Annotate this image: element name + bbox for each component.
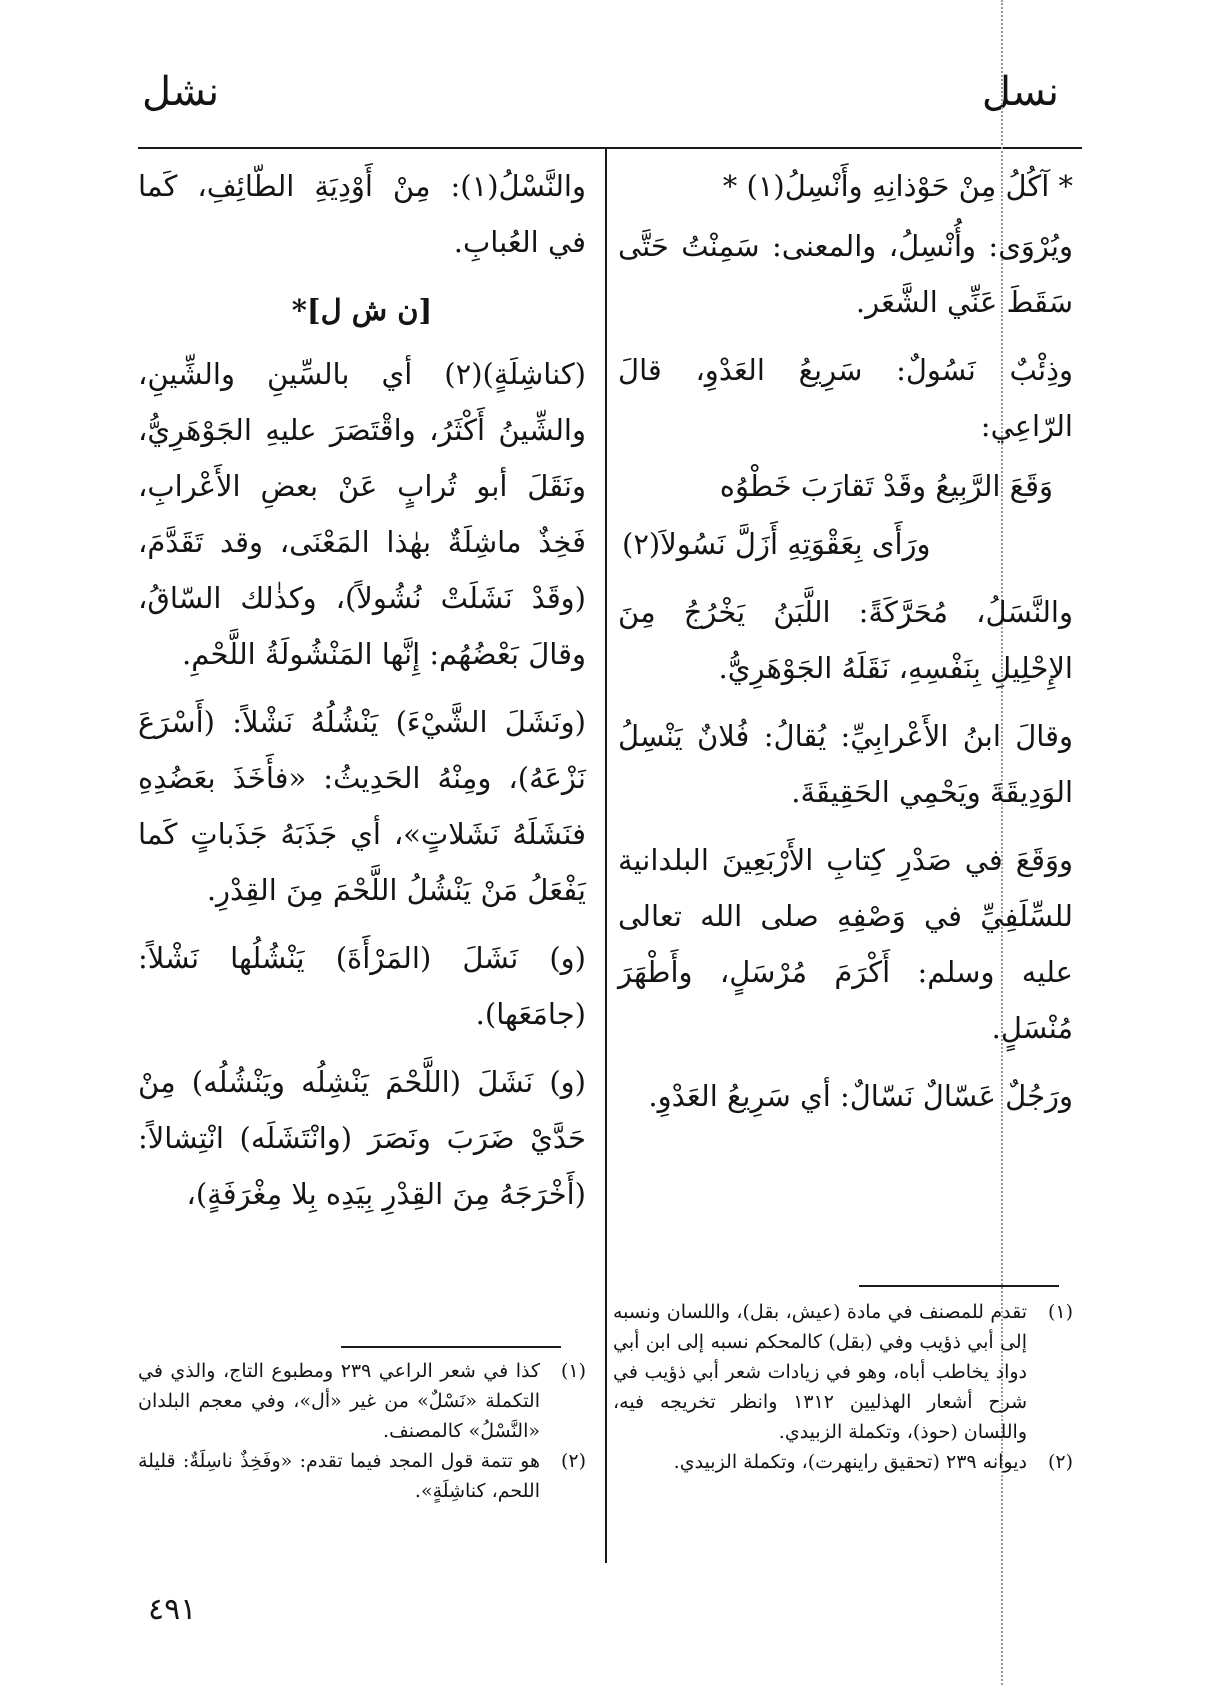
paragraph: (و) نَشَلَ (اللَّحْمَ يَنْشِلُه ويَنْشُلُه) مِنْ حَدَّيْ ضَرَبَ ونَصَرَ (وانْتَشَلَه) انْتِشالاً: (أَخْرَجَهُ مِنَ القِدْرِ بِيَدِه بِلا مِغْرَفَةٍ)، bbox=[138, 1065, 586, 1211]
paragraph: والنَّسْلُ(١): مِنْ أَوْدِيَةِ الطّائِفِ، كَما في العُبابِ. bbox=[138, 169, 586, 259]
paragraph: وذِئْبٌ نَسُولٌ: سَرِيعُ العَدْوِ، قالَ الرّاعِي: bbox=[618, 353, 1073, 443]
paragraph: وقالَ ابنُ الأَعْرابِيِّ: يُقالُ: فُلانٌ يَنْسِلُ الوَدِيقَةَ ويَحْمِي الحَقِيقَةَ. bbox=[618, 719, 1073, 809]
right-column bbox=[618, 158, 1073, 1136]
footnote-number: (٢) bbox=[560, 1450, 586, 1472]
footnote-text: ديوانه ٢٣٩ (تحقيق راينهرت)، وتكملة الزبيدي. bbox=[673, 1451, 1027, 1473]
left-column bbox=[138, 158, 586, 1234]
footnotes-left bbox=[138, 1356, 586, 1506]
paragraph: (كناشِلَةٍ)(٢) أي بالسِّينِ والشِّينِ، والشِّينُ أَكْثَرُ، واقْتَصَرَ عليهِ الجَوْهَرِيُّ، ونَقَلَ أبو تُرابٍ عَنْ بعضِ الأَعْرابِ، فَخِذٌ ماشِلَةٌ بهٰذا المَعْنَى، وقد تَقَدَّمَ، (وقَدْ نَشَلَتْ نُشُولاً)، وكذٰلك السّاقُ، وقالَ بَعْضُهُم: إِنَّها المَنْشُولَةُ اللَّحْمِ. bbox=[138, 357, 586, 671]
paragraph: والنَّسَلُ، مُحَرَّكَةً: اللَّبَنُ يَخْرُجُ مِنَ الإِحْلِيلِ بِنَفْسِهِ، نَقَلَهُ الجَوْهَرِيُّ. bbox=[618, 595, 1073, 685]
verse-line: * آكُلُ مِنْ حَوْذانِهِ وأَنْسِلُ(١) * bbox=[722, 169, 1073, 203]
footnote-number: (١) bbox=[1047, 1301, 1073, 1323]
footnote-rule-right bbox=[859, 1285, 1059, 1287]
footnotes-right bbox=[613, 1297, 1073, 1477]
page-number: ٤٩١ bbox=[148, 1592, 197, 1627]
poem-hemistich-1: وَقَعَ الرَّبِيعُ وقَدْ تَقارَبَ خَطْوُه bbox=[719, 469, 1053, 503]
footnote-rule-left bbox=[341, 1346, 561, 1348]
footnote-item bbox=[613, 1297, 1073, 1447]
paragraph: (ونَشَلَ الشَّيْءَ) يَنْشُلُهُ نَشْلاً: (أَسْرَعَ نَزْعَهُ)، ومِنْهُ الحَدِيثُ: «فأَخَذَ بعَضُدِهِ فنَشَلَهُ نَشَلاتٍ»، أي جَذَبَهُ جَذَباتٍ كَما يَفْعَلُ مَنْ يَنْشُلُ اللَّحْمَ مِنَ القِدْرِ. bbox=[138, 705, 586, 907]
footnote-text: كذا في شعر الراعي ٢٣٩ ومطبوع التاج، والذي في التكملة «نَسْلٌ» من غير «أل»، وفي معجم البلدان «النَّسْلُ» كالمصنف. bbox=[138, 1360, 540, 1442]
footnote-number: (٢) bbox=[1047, 1451, 1073, 1473]
header-rule bbox=[138, 147, 1082, 149]
footnote-text: هو تتمة قول المجد فيما تقدم: «وفَخِذٌ ناسِلَةٌ: قليلة اللحم، كناشِلَةٍ». bbox=[138, 1450, 540, 1502]
paragraph: ويُرْوَى: وأُنْسِلُ، والمعنى: سَمِنْتُ حَتَّى سَقَطَ عَنِّي الشَّعَر. bbox=[618, 229, 1073, 319]
poem-hemistich-2: ورَأَى بِعَقْوَتِهِ أَزَلَّ نَسُولاَ(٢) bbox=[622, 527, 931, 561]
root-heading: [ن ش ل]* bbox=[291, 293, 433, 327]
header-root-left: نشل bbox=[142, 69, 220, 115]
header-root-right: نسل bbox=[981, 69, 1059, 115]
paragraph: ووَقَعَ في صَدْرِ كِتابِ الأَرْبَعِينَ البلدانية للسِّلَفِيِّ في وَصْفِهِ صلى الله تعالى عليه وسلم: أَكْرَمَ مُرْسَلٍ، وأَطْهَرَ مُنْسَلٍ. bbox=[618, 843, 1073, 1045]
footnote-item bbox=[138, 1356, 586, 1446]
column-divider bbox=[605, 147, 607, 1563]
footnote-item bbox=[138, 1446, 586, 1506]
footnote-text: تقدم للمصنف في مادة (عيش، بقل)، واللسان ونسبه إلى أبي ذؤيب وفي (بقل) كالمحكم نسبه إلى ابن أبي دواد يخاطب أباه، وهو في زيادات شعر أبي ذؤيب في شرح أشعار الهذليين ١٣١٢ وانظر تخريجه فيه، واللسان (حوذ)، وتكملة الزبيدي. bbox=[613, 1301, 1027, 1443]
paragraph: (و) نَشَلَ (المَرْأَةَ) يَنْشُلُها نَشْلاً: (جامَعَها). bbox=[138, 941, 586, 1031]
footnote-number: (١) bbox=[560, 1360, 586, 1382]
footnote-item bbox=[613, 1447, 1073, 1477]
paragraph: ورَجُلٌ عَسّالٌ نَسّالٌ: أي سَرِيعُ العَدْوِ. bbox=[648, 1079, 1073, 1113]
